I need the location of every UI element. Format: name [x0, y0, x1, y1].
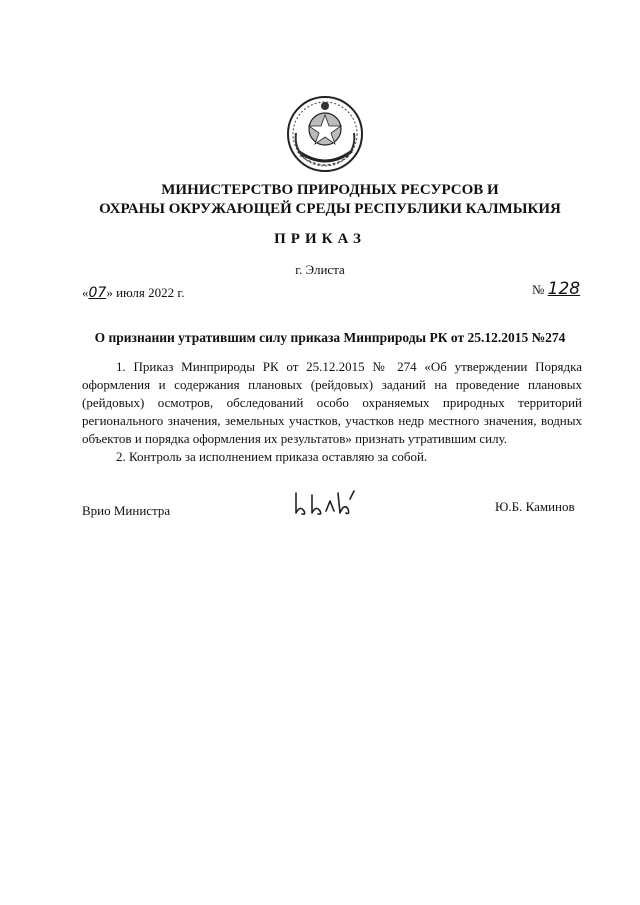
city-label: г. Элиста	[295, 262, 345, 277]
paragraph-1: 1. Приказ Минприроды РК от 25.12.2015 № 274 «Об утверждении Порядка оформления и содержания плановых (рейдовых) заданий на проведение плановых (рейдовых) осмотров, обследований особо охраняемых природных территорий регионального значения, земельных участков, участков недр местного значения, водных объектов и порядка оформления их результатов» признать утратившим силу.	[82, 359, 582, 446]
order-number	[532, 279, 580, 299]
date-open-quote: «	[82, 285, 89, 300]
handwritten-signature-icon	[290, 489, 360, 519]
number-value-handwritten: 128	[547, 279, 581, 299]
order-body	[82, 358, 582, 466]
date-day-handwritten: 07	[88, 285, 107, 301]
document-type-heading: ПРИКАЗ	[274, 231, 366, 247]
emblem-drawing	[284, 93, 366, 175]
ministry-title	[60, 181, 600, 219]
signer-name: Ю.Б. Каминов	[495, 499, 575, 514]
signature-drawing	[290, 489, 360, 519]
number-prefix: №	[532, 282, 545, 297]
ministry-title-line1: МИНИСТЕРСТВО ПРИРОДНЫХ РЕСУРСОВ И	[161, 182, 499, 198]
ministry-title-line2: ОХРАНЫ ОКРУЖАЮЩЕЙ СРЕДЫ РЕСПУБЛИКИ КАЛМЫКИЯ	[99, 201, 561, 217]
signer-role: Врио Министра	[82, 503, 171, 518]
order-date	[82, 285, 185, 301]
order-subject: О признании утратившим силу приказа Минприроды РК от 25.12.2015 №274	[94, 330, 566, 345]
coat-of-arms-icon	[284, 93, 366, 175]
paragraph-2: 2. Контроль за исполнением приказа оставляю за собой.	[116, 449, 428, 464]
date-rest: » июля 2022 г.	[106, 285, 185, 300]
